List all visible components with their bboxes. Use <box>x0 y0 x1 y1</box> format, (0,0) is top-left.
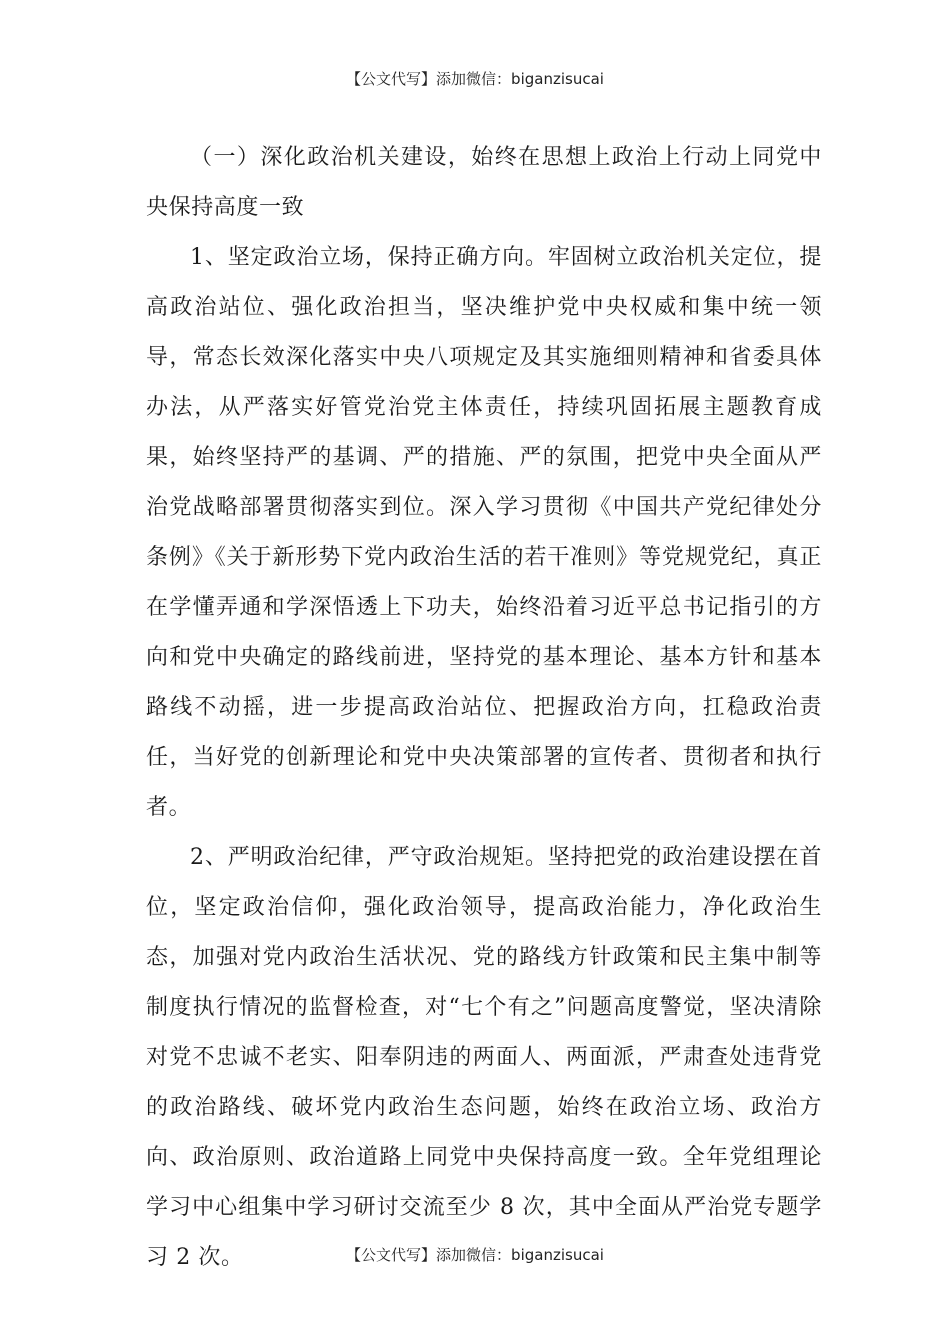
paragraph-2: 2、严明政治纪律，严守政治规矩。坚持把党的政治建设摆在首位，坚定政治信仰，强化政治领导，提高政治能力，净化政治生态，加强对党内政治生活状况、党的路线方针政策和民主集中制等制度执行情况的监督检查，对“七个有之”问题高度警觉，坚决清除对党不忠诚不老实、阳奉阴违的两面人、两面派，严肃查处违背党的政治路线、破坏党内政治生态问题，始终在政治立场、政治方向、政治原则、政治道路上同党中央保持高度一致。全年党组理论学习中心组集中学习研讨交流至少 8 次，其中全面从严治党专题学习 2 次。 <box>146 845 822 1270</box>
page-footer: 【公文代写】添加微信：biganzisucai <box>346 1246 604 1264</box>
page-header: 【公文代写】添加微信：biganzisucai <box>346 70 604 88</box>
section-heading: （一）深化政治机关建设，始终在思想上政治上行动上同党中央保持高度一致 <box>146 145 822 220</box>
paragraph-1: 1、坚定政治立场，保持正确方向。牢固树立政治机关定位，提高政治站位、强化政治担当，坚决维护党中央权威和集中统一领导，常态长效深化落实中央八项规定及其实施细则精神和省委具体办法，从严落实好管党治党主体责任，持续巩固拓展主题教育成果，始终坚持严的基调、严的措施、严的氛围，把党中央全面从严治党战略部署贯彻落实到位。深入学习贯彻《中国共产党纪律处分条例》《关于新形势下党内政治生活的若干准则》等党规党纪，真正在学懂弄通和学深悟透上下功夫，始终沿着习近平总书记指引的方向和党中央确定的路线前进，坚持党的基本理论、基本方针和基本路线不动摇，进一步提高政治站位、把握政治方向，扛稳政治责任，当好党的创新理论和党中央决策部署的宣传者、贯彻者和执行者。 <box>146 245 822 820</box>
document-body <box>146 133 822 1283</box>
